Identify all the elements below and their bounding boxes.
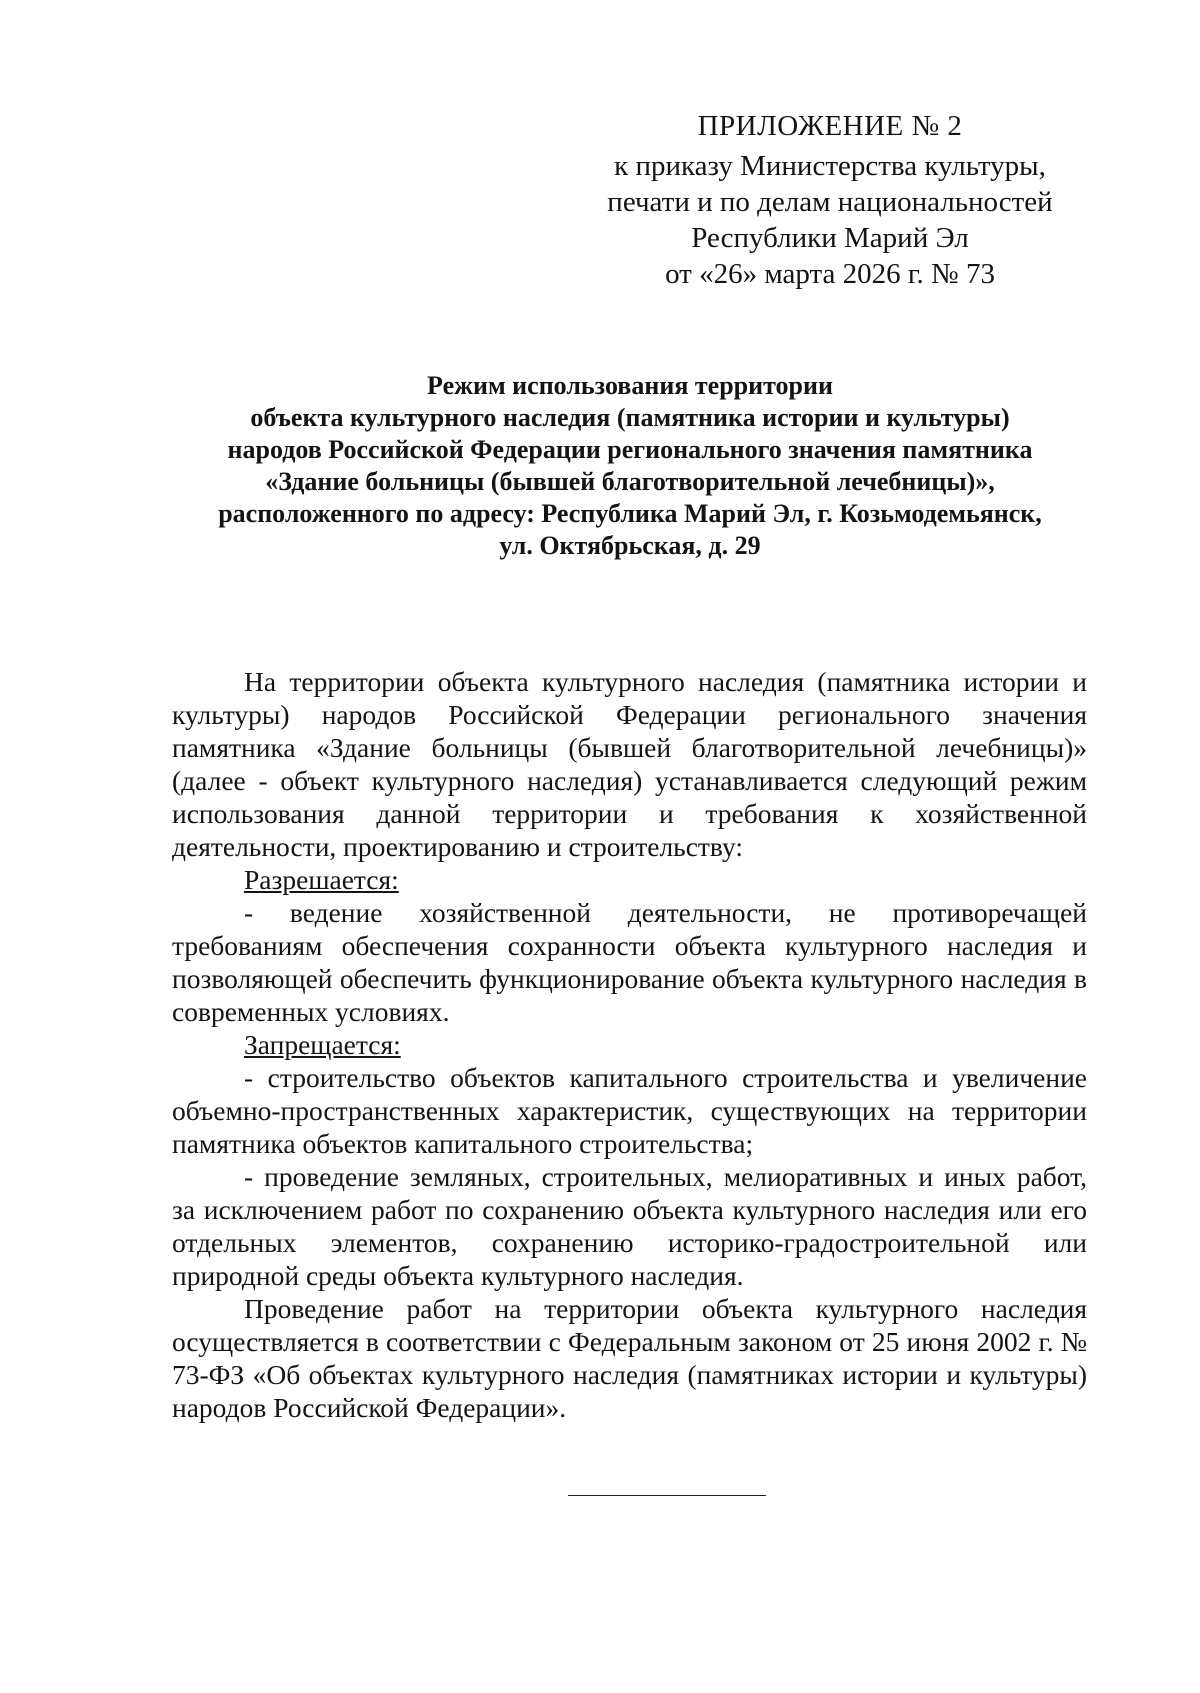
document-heading (160, 370, 1100, 562)
forbidden-section (172, 1028, 1087, 1061)
intro-paragraph: На территории объекта культурного наследия (памятника истории и культуры) народов Российской Федерации регионального значения памятника «Здание больницы (бывшей благотворительной лечебницы)» (далее - объект культурного наследия) устанавливается следующий режим использования данной территории и требования к хозяйственной деятельности, проектированию и строительству: (172, 666, 1087, 862)
appendix-line: к приказу Министерства культуры, (614, 150, 1046, 182)
closing-paragraph: Проведение работ на территории объекта культурного наследия осуществляется в соответствии с Федеральным законом от 25 июня 2002 г. № 73-ФЗ «Об объектах культурного наследия (памятниках истории и культуры) народов Российской Федерации». (172, 1293, 1087, 1423)
appendix-header (600, 108, 1060, 292)
heading-line: объекта культурного наследия (памятника истории и культуры) (250, 403, 1010, 432)
forbidden-item: - проведение земляных, строительных, мелиоративных и иных работ, за исключением работ по сохранению объекта культурного наследия или его отдельных элементов, сохранению историко-градостроительной или природной среды объекта культурного наследия. (172, 1161, 1087, 1291)
appendix-line: от «26» марта 2026 г. № 73 (665, 258, 995, 290)
appendix-line: Республики Марий Эл (691, 222, 969, 254)
heading-line: народов Российской Федерации регионального значения памятника (227, 435, 1033, 464)
allowed-label: Разрешается: (244, 864, 399, 895)
heading-line: расположенного по адресу: Республика Марий Эл, г. Козьмодемьянск, (218, 499, 1042, 528)
forbidden-label: Запрещается: (244, 1029, 401, 1060)
heading-line: ул. Октябрьская, д. 29 (499, 531, 761, 560)
forbidden-item: - строительство объектов капитального строительства и увеличение объемно-пространственных характеристик, существующих на территории памятника объектов капитального строительства; (172, 1062, 1087, 1159)
document-body (172, 665, 1087, 1424)
appendix-title: ПРИЛОЖЕНИЕ № 2 (697, 110, 963, 142)
allowed-section (172, 863, 1087, 896)
appendix-line: печати и по делам национальностей (607, 186, 1053, 218)
heading-line: «Здание больницы (бывшей благотворительной лечебницы)», (265, 467, 995, 496)
end-divider (568, 1495, 766, 1496)
heading-line: Режим использования территории (427, 371, 833, 400)
allowed-item: - ведение хозяйственной деятельности, не противоречащей требованиям обеспечения сохранности объекта культурного наследия и позволяющей обеспечить функционирование объекта культурного наследия в современных условиях. (172, 897, 1087, 1027)
